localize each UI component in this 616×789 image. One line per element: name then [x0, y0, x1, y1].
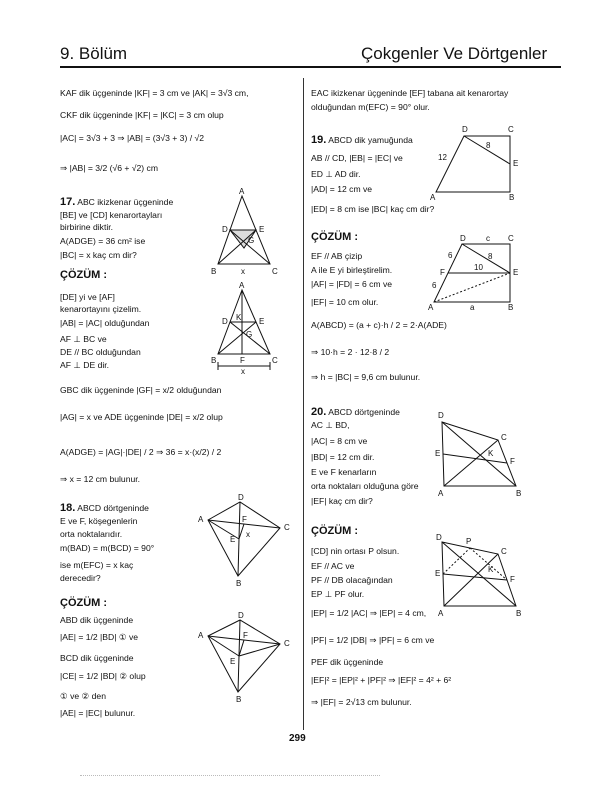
text-line: |EP| = 1/2 |AC| ⇒ |EP| = 4 cm, — [311, 608, 427, 618]
figure-19 — [426, 124, 524, 202]
text-line: |BD| = 12 cm dir. — [311, 452, 375, 462]
label: K — [488, 449, 494, 458]
label: C — [272, 356, 278, 365]
text-line: PEF dik üçgeninde — [311, 657, 384, 667]
text-line: A ile E yi birleştirelim. — [311, 265, 393, 275]
label: E — [230, 535, 236, 544]
text-line: |PF| = 1/2 |DB| ⇒ |PF| = 6 cm ve — [311, 635, 435, 645]
label: D — [238, 493, 244, 502]
text-line: kenarortayını çizelim. — [60, 304, 142, 314]
text-line: EAC ikizkenar üçgeninde [EF] tabana ait kenarortay — [311, 88, 509, 98]
label: B — [516, 609, 522, 618]
text-line: AB // CD, |EB| = |EC| ve — [311, 153, 403, 163]
label: G — [248, 236, 255, 245]
label: E — [435, 569, 441, 578]
solution-title: ÇÖZÜM : — [60, 597, 108, 609]
label: 8 — [486, 141, 491, 150]
text-line: m(BAD) = m(BCD) = 90° — [60, 543, 155, 553]
text-line: orta noktaları olduğuna göre — [311, 481, 419, 491]
text-line: ⇒ 10·h = 2 · 12·8 / 2 — [311, 347, 390, 357]
text-line: ⇒ |EF| = 2√13 cm bulunur. — [311, 697, 412, 707]
text-line: AF ⊥ DE dir. — [60, 360, 110, 370]
text-line: AC ⊥ BD, — [311, 420, 350, 430]
text-line: ⇒ |AB| = 3/2 (√6 + √2) cm — [60, 163, 158, 173]
text-line: |AC| = 8 cm ve — [311, 436, 368, 446]
text-line: |AE| = 1/2 |BD| ① ve — [60, 632, 139, 642]
solution-title: ÇÖZÜM : — [60, 269, 108, 281]
text-line: |AF| = |FD| = 6 cm ve — [311, 279, 393, 289]
label: C — [272, 267, 278, 276]
label: 12 — [438, 153, 447, 162]
label: D — [436, 533, 442, 542]
label: C — [284, 639, 290, 648]
text-line: ABCD dik yamuğunda — [328, 135, 413, 145]
label: G — [246, 330, 253, 339]
figure-17 — [208, 188, 288, 274]
figure-18-solution — [196, 611, 292, 704]
label: 6 — [432, 281, 437, 290]
label: x — [246, 530, 250, 539]
text-line: EF // AB çizip — [311, 251, 363, 261]
label: B — [211, 267, 217, 276]
label: c — [486, 234, 490, 243]
label: F — [440, 268, 445, 277]
figure-20-solution — [432, 532, 528, 622]
chapter-title: Çokgenler Ve Dörtgenler — [361, 44, 548, 63]
label: 8 — [488, 252, 493, 261]
chapter-label: 9. Bölüm — [60, 44, 128, 63]
text-line: A(ADGE) = |AG|·|DE| / 2 ⇒ 36 = x·(x/2) / 2 — [60, 447, 222, 457]
text-line: |ED| = 8 cm ise |BC| kaç cm dir? — [311, 204, 435, 214]
label: F — [240, 356, 245, 365]
label: D — [438, 411, 444, 420]
text-line: |AD| = 12 cm ve — [311, 184, 373, 194]
text-line: ⇒ x = 12 cm bulunur. — [60, 474, 141, 484]
problem-number: 20. — [311, 406, 327, 418]
label: A — [198, 631, 204, 640]
label: B — [508, 303, 514, 312]
label: C — [508, 125, 514, 134]
label: 10 — [474, 263, 483, 272]
label: A — [198, 515, 204, 524]
text-line: birbirine diktir. — [60, 222, 114, 232]
text-line: KAF dik üçgeninde |KF| = 3 cm ve |AK| = 3√3 cm, — [60, 88, 249, 98]
text-line: |AC| = 3√3 + 3 ⇒ |AB| = (3√3 + 3) / √2 — [60, 133, 204, 143]
text-line: orta noktalarıdır. — [60, 529, 123, 539]
text-line: ABD dik üçgeninde — [60, 615, 134, 625]
label: x — [241, 367, 245, 376]
label: A — [239, 187, 245, 196]
text-line: EF // AC ve — [311, 561, 355, 571]
label: E — [513, 268, 519, 277]
label: P — [466, 537, 472, 546]
label: D — [222, 225, 228, 234]
text-line: DE // BC olduğundan — [60, 347, 141, 357]
footer-dots — [80, 775, 380, 776]
problem-number: 19. — [311, 134, 327, 146]
label: C — [508, 234, 514, 243]
text-line: ABC ikizkenar üçgeninde — [77, 197, 174, 207]
label: D — [222, 317, 228, 326]
text-line: EP ⊥ PF olur. — [311, 589, 365, 599]
text-line: GBC dik üçgeninde |GF| = x/2 olduğundan — [60, 385, 222, 395]
text-line: |AB| = |AC| olduğundan — [60, 318, 150, 328]
label: F — [242, 515, 247, 524]
label: A — [239, 281, 245, 290]
label: F — [510, 457, 515, 466]
label: E — [513, 159, 519, 168]
label: C — [501, 433, 507, 442]
figure-18 — [196, 494, 292, 590]
label: B — [236, 695, 242, 704]
label: K — [488, 565, 494, 574]
label: E — [230, 657, 236, 666]
label: B — [236, 579, 242, 588]
label: x — [241, 267, 245, 276]
label: B — [211, 356, 217, 365]
text-line: |EF|² = |EP|² + |PF|² ⇒ |EF|² = 4² + 6² — [311, 675, 452, 685]
column-divider — [303, 78, 304, 730]
text-line: |AE| = |EC| bulunur. — [60, 708, 136, 718]
label: K — [236, 313, 242, 322]
label: A — [428, 303, 434, 312]
problem-number: 17. — [60, 196, 76, 208]
solution-title: ÇÖZÜM : — [311, 231, 359, 243]
text-line: |BC| = x kaç cm dir? — [60, 250, 137, 260]
label: B — [509, 193, 515, 202]
text-line: ABCD dörtgeninde — [77, 503, 149, 513]
text-line: derecedir? — [60, 573, 101, 583]
label: D — [460, 234, 466, 243]
label: A — [438, 609, 444, 618]
text-line: A(ABCD) = (a + c)·h / 2 = 2·A(ADE) — [311, 320, 447, 330]
page-number: 299 — [289, 733, 306, 744]
figure-17-solution — [208, 282, 288, 374]
label: E — [259, 317, 265, 326]
text-line: olduğundan m(EFC) = 90° olur. — [311, 102, 430, 112]
label: F — [243, 631, 248, 640]
label: D — [238, 611, 244, 620]
text-line: [DE] yi ve [AF] — [60, 292, 115, 302]
text-line: ① ve ② den — [60, 691, 106, 701]
text-line: A(ADGE) = 36 cm² ise — [60, 236, 146, 246]
text-line: AF ⊥ BC ve — [60, 334, 107, 344]
label: F — [510, 575, 515, 584]
label: E — [259, 225, 265, 234]
text-line: E ve F kenarların — [311, 467, 377, 477]
label: A — [430, 193, 436, 202]
figure-19-solution — [424, 236, 524, 312]
label: a — [470, 303, 475, 312]
label: A — [438, 489, 444, 498]
text-line: BCD dik üçgeninde — [60, 653, 134, 663]
solution-title: ÇÖZÜM : — [311, 525, 359, 537]
header-rule — [60, 66, 561, 68]
text-line: ⇒ h = |BC| = 9,6 cm bulunur. — [311, 372, 421, 382]
text-line: |CE| = 1/2 |BD| ② olup — [60, 671, 146, 681]
text-line: E ve F, köşegenlerin — [60, 516, 138, 526]
figure-20 — [432, 412, 528, 498]
text-line: ED ⊥ AD dir. — [311, 169, 361, 179]
problem-number: 18. — [60, 502, 76, 514]
label: B — [516, 489, 522, 498]
text-line: ABCD dörtgeninde — [328, 407, 400, 417]
text-line: PF // DB olacağından — [311, 575, 393, 585]
text-line: CKF dik üçgeninde |KF| = |KC| = 3 cm olup — [60, 110, 224, 120]
text-line: |EF| = 10 cm olur. — [311, 297, 379, 307]
label: E — [435, 449, 441, 458]
label: D — [462, 125, 468, 134]
text-line: [CD] nin ortası P olsun. — [311, 546, 400, 556]
text-line: |EF| kaç cm dir? — [311, 496, 373, 506]
label: C — [501, 547, 507, 556]
label: C — [284, 523, 290, 532]
text-line: [BE] ve [CD] kenarortayları — [60, 210, 163, 220]
label: 6 — [448, 251, 453, 260]
text-line: |AG| = x ve ADE üçgeninde |DE| = x/2 olup — [60, 412, 223, 422]
text-line: ise m(EFC) = x kaç — [60, 560, 134, 570]
